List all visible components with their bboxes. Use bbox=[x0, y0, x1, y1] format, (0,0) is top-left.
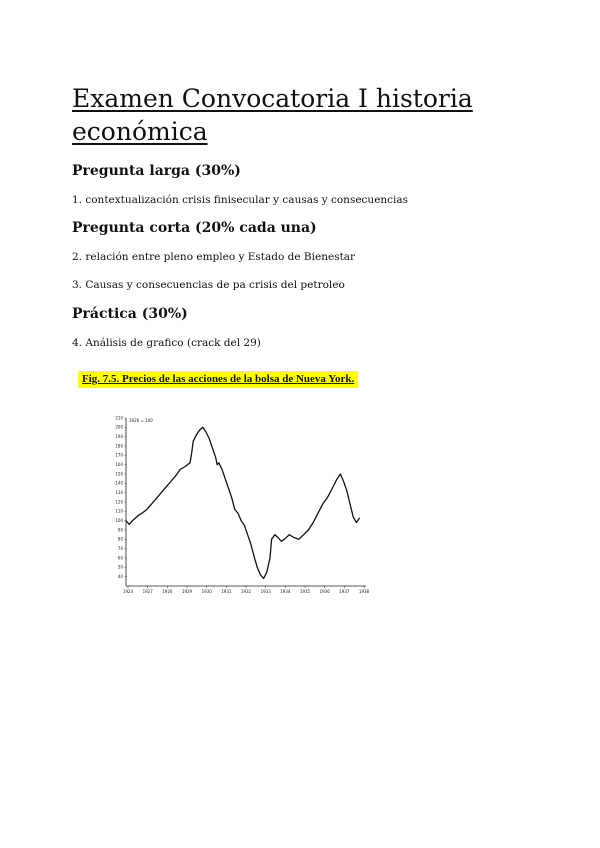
y-tick-label: 180 bbox=[115, 443, 123, 449]
section-heading-practice: Práctica (30%) bbox=[72, 306, 188, 322]
y-tick-label: 120 bbox=[115, 499, 123, 505]
y-tick-label: 70 bbox=[117, 546, 123, 552]
y-tick-label: 150 bbox=[115, 471, 123, 477]
y-tick-label: 110 bbox=[115, 508, 123, 514]
unit-label: 1926 = 100 bbox=[129, 418, 153, 423]
x-tick-label: 1927 bbox=[142, 589, 153, 594]
y-tick-label: 170 bbox=[115, 452, 123, 458]
y-tick-label: 140 bbox=[115, 480, 123, 486]
series-line bbox=[126, 427, 360, 578]
chart-svg bbox=[104, 408, 374, 598]
y-tick-label: 190 bbox=[115, 434, 123, 440]
x-tick-label: 1924 bbox=[122, 589, 134, 594]
x-tick-label: 1926 bbox=[162, 589, 173, 594]
question-item-2: 2. relación entre pleno empleo y Estado de Bienestar bbox=[72, 251, 356, 263]
y-tick-label: 40 bbox=[117, 574, 123, 580]
y-tick-label: 130 bbox=[115, 490, 123, 496]
x-tick-label: 1938 bbox=[358, 589, 370, 594]
x-tick-label: 1930 bbox=[201, 589, 212, 594]
page-title: Examen Convocatoria I historia económica bbox=[72, 84, 473, 146]
x-tick-label: 1935 bbox=[299, 589, 311, 594]
x-tick-label: 1936 bbox=[319, 589, 330, 594]
y-tick-label: 210 bbox=[115, 415, 123, 421]
x-tick-label: 1934 bbox=[280, 589, 291, 594]
y-tick-label: 200 bbox=[115, 424, 123, 430]
y-tick-label: 90 bbox=[117, 527, 123, 533]
x-tick-label: 1932 bbox=[240, 589, 252, 594]
x-tick-label: 1929 bbox=[181, 589, 193, 594]
y-tick-label: 80 bbox=[117, 536, 123, 542]
question-item-3: 3. Causas y consecuencias de pa crisis del petroleo bbox=[72, 279, 345, 291]
y-tick-label: 160 bbox=[115, 462, 123, 468]
x-tick-label: 1931 bbox=[221, 589, 232, 594]
y-tick-label: 100 bbox=[115, 518, 123, 524]
y-tick-label: 60 bbox=[117, 555, 123, 561]
section-heading-short-questions: Pregunta corta (20% cada una) bbox=[72, 220, 317, 236]
question-item-1: 1. contextualización crisis finisecular y causas y consecuencias bbox=[72, 194, 409, 206]
question-item-4: 4. Análisis de grafico (crack del 29) bbox=[72, 337, 261, 349]
x-tick-label: 1933 bbox=[260, 589, 271, 594]
figure-caption: Fig. 7.5. Precios de las acciones de la bolsa de Nueva York. bbox=[78, 371, 358, 388]
stock-price-chart bbox=[104, 408, 374, 598]
x-tick-label: 1937 bbox=[339, 589, 350, 594]
section-heading-long-question: Pregunta larga (30%) bbox=[72, 163, 241, 179]
y-tick-label: 50 bbox=[117, 564, 123, 570]
